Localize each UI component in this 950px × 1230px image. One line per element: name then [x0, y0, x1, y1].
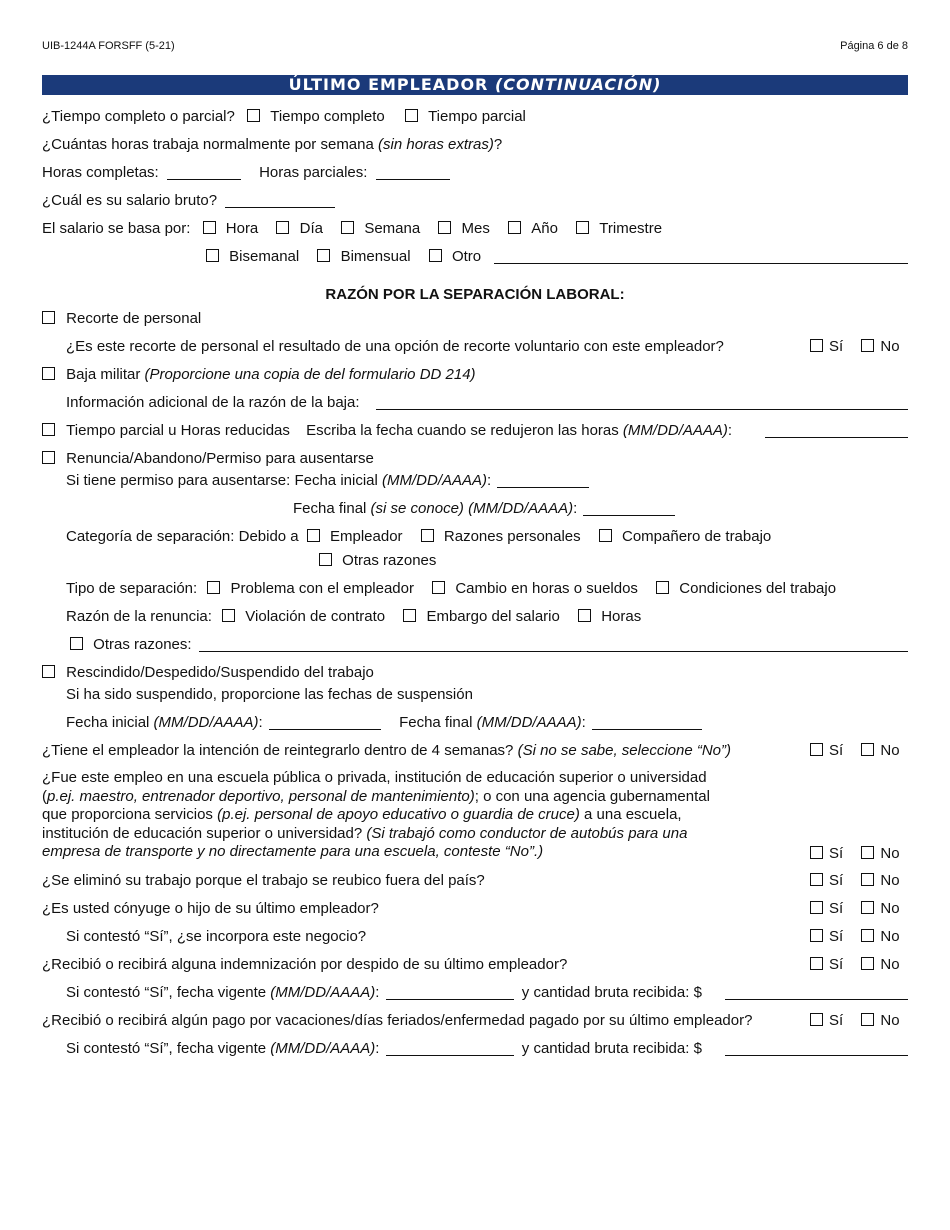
type-conditions-checkbox[interactable]: [656, 581, 669, 594]
basis-semana-checkbox[interactable]: [341, 221, 354, 234]
reduced-colon: :: [727, 422, 733, 439]
part-hours-label: Horas parciales:: [259, 164, 368, 181]
vacation-date-label: Si contestó “Sí”, fecha vigente: [66, 1040, 267, 1057]
school-line-5a: empresa de transporte y no directamente para una escuela, conteste “No”.): [42, 843, 544, 860]
yes-label: Sí: [829, 1012, 844, 1029]
hours-question-text: ¿Cuántas horas trabaja normalmente por semana: [42, 136, 374, 153]
yes-label: Sí: [829, 742, 844, 759]
reason-other-checkbox[interactable]: [70, 637, 83, 650]
type-hours-label: Cambio en horas o sueldos: [455, 580, 638, 597]
leave-end-field[interactable]: [583, 501, 675, 516]
vacation-no-checkbox[interactable]: [861, 1013, 874, 1026]
severance-amount-label: y cantidad bruta recibida: $: [521, 984, 702, 1001]
susp-start-format: (MM/DD/AAAA): [153, 714, 259, 731]
basis-dia-label: Día: [299, 220, 323, 237]
leave-end-note: (si se conoce) (MM/DD/AAAA): [370, 500, 574, 517]
military-label: Baja militar: [66, 366, 141, 383]
military-info-field-wrap: [376, 394, 908, 412]
no-label: No: [880, 928, 900, 945]
severance-detail-row: [66, 984, 702, 1002]
fired-row: [42, 664, 374, 682]
susp-start-colon: :: [258, 714, 263, 731]
hours-row: [42, 164, 450, 182]
spouse-yes-checkbox[interactable]: [810, 901, 823, 914]
cat-personal-label: Razones personales: [443, 528, 581, 545]
layoff-row: [42, 310, 201, 328]
susp-start-label: Fecha inicial: [66, 714, 150, 731]
section-banner: [42, 75, 908, 95]
susp-start-field[interactable]: [269, 715, 381, 730]
basis-otro-label: Otro: [451, 248, 482, 265]
fired-label: Rescindido/Despedido/Suspendido del trabajo: [66, 664, 374, 681]
basis-semana-label: Semana: [364, 220, 421, 237]
military-info-label: Información adicional de la razón de la baja:: [66, 394, 360, 411]
type-label: Tipo de separación:: [66, 580, 198, 597]
reduced-row: [42, 422, 732, 440]
yes-label: Sí: [829, 845, 844, 862]
cat-employer-checkbox[interactable]: [307, 529, 320, 542]
yes-label: Sí: [829, 338, 844, 355]
cat-personal-checkbox[interactable]: [421, 529, 434, 542]
salary-label: ¿Cuál es su salario bruto?: [42, 192, 218, 209]
no-label: No: [880, 900, 900, 917]
reduced-date-field[interactable]: [765, 423, 908, 438]
reason-garnish-checkbox[interactable]: [403, 609, 416, 622]
reduced-date-field-wrap: [765, 422, 908, 440]
basis-bisemanal-label: Bisemanal: [229, 248, 300, 265]
reason-other-field[interactable]: [199, 637, 908, 652]
vacation-question: ¿Recibió o recibirá algún pago por vacaciones/días feriados/enfermedad pagado por su último empleador?: [42, 1012, 753, 1029]
reduced-date-format: (MM/DD/AAAA): [622, 422, 728, 439]
basis-mes-label: Mes: [461, 220, 490, 237]
hours-question-end: ?: [493, 136, 503, 153]
basis-otro-field[interactable]: [494, 249, 908, 264]
yes-label: Sí: [829, 956, 844, 973]
basis-otro-field-wrap: [494, 248, 908, 266]
layoff-label: Recorte de personal: [66, 310, 202, 327]
leave-start-label: Si tiene permiso para ausentarse: Fecha inicial: [66, 472, 378, 489]
susp-end-label: Fecha final: [399, 714, 473, 731]
incorporated-yes-no: [810, 928, 900, 946]
school-line-1: ¿Fue este empleo en una escuela pública o privada, institución de educación superior o universidad: [42, 769, 707, 786]
spouse-yes-no: [810, 900, 900, 918]
leave-end-label: Fecha final: [293, 500, 367, 517]
vacation-date-field[interactable]: [386, 1041, 514, 1056]
rehire-no-checkbox[interactable]: [861, 743, 874, 756]
part-time-checkbox[interactable]: [405, 109, 418, 122]
layoff-checkbox[interactable]: [42, 311, 55, 324]
reason-label: Razón de la renuncia:: [66, 608, 212, 625]
basis-otro-checkbox[interactable]: [429, 249, 442, 262]
vacation-date-format: (MM/DD/AAAA): [270, 1040, 376, 1057]
leave-start-row: [66, 472, 589, 490]
severance-date-format: (MM/DD/AAAA): [270, 984, 376, 1001]
school-line-2a: (: [42, 787, 47, 805]
rehire-text: ¿Tiene el empleador la intención de reintegrarlo dentro de 4 semanas?: [42, 742, 514, 759]
cat-employer-label: Empleador: [330, 528, 403, 545]
incorporated-yes-checkbox[interactable]: [810, 929, 823, 942]
severance-date-label: Si contestó “Sí”, fecha vigente: [66, 984, 267, 1001]
hours-question: [42, 136, 502, 154]
school-line-4: [42, 825, 782, 844]
rehire-question: [42, 742, 731, 760]
basis-hora-checkbox[interactable]: [203, 221, 216, 234]
school-no-checkbox[interactable]: [861, 846, 874, 859]
salary-field[interactable]: [225, 193, 335, 208]
rehire-yes-no: [810, 742, 900, 760]
reduced-checkbox[interactable]: [42, 423, 55, 436]
yes-label: Sí: [829, 900, 844, 917]
vacation-detail-row: [66, 1040, 702, 1058]
reason-hours-checkbox[interactable]: [578, 609, 591, 622]
severance-yes-no: [810, 956, 900, 974]
severance-date-field[interactable]: [386, 985, 514, 1000]
layoff-yes-no: [810, 338, 900, 356]
offshore-yes-checkbox[interactable]: [810, 873, 823, 886]
type-hours-checkbox[interactable]: [432, 581, 445, 594]
leave-end-row: [293, 500, 675, 518]
school-line-2c: ; o con una agencia gubernamental: [474, 787, 710, 805]
susp-end-format: (MM/DD/AAAA): [476, 714, 582, 731]
basis-bimensual-checkbox[interactable]: [317, 249, 330, 262]
incorporated-no-checkbox[interactable]: [861, 929, 874, 942]
reduced-date-label: Escriba la fecha cuando se redujeron las horas: [306, 422, 619, 439]
reason-contract-label: Violación de contrato: [245, 608, 386, 625]
military-note: (Proporcione una copia de del formulario DD 214): [144, 366, 476, 383]
rehire-note: (Si no se sabe, seleccione “No”): [517, 742, 732, 759]
full-time-label: Tiempo completo: [270, 108, 385, 125]
quit-row: [42, 450, 374, 468]
school-line-4b: (Si trabajó como conductor de autobús para una: [366, 824, 688, 842]
full-hours-field[interactable]: [167, 165, 241, 180]
category-row: [66, 528, 771, 546]
no-label: No: [880, 872, 900, 889]
leave-start-colon: :: [487, 472, 492, 489]
salary-row: [42, 192, 335, 210]
quit-checkbox[interactable]: [42, 451, 55, 464]
cat-coworker-checkbox[interactable]: [599, 529, 612, 542]
military-checkbox[interactable]: [42, 367, 55, 380]
separation-heading: RAZÓN POR LA SEPARACIÓN LABORAL:: [325, 286, 625, 303]
salary-basis-row-2: [206, 248, 481, 266]
rehire-yes-checkbox[interactable]: [810, 743, 823, 756]
category-label: Categoría de separación: Debido a: [66, 528, 299, 545]
reason-hours-label: Horas: [601, 608, 642, 625]
basis-ano-label: Año: [531, 220, 558, 237]
no-label: No: [880, 338, 900, 355]
school-line-3c: a una escuela,: [584, 806, 682, 823]
susp-end-colon: :: [581, 714, 586, 731]
reason-other-row: [70, 636, 192, 654]
basis-trimestre-checkbox[interactable]: [576, 221, 589, 234]
banner-subtitle: (CONTINUACIÓN): [494, 75, 662, 94]
vacation-yes-no: [810, 1012, 900, 1030]
layoff-question: ¿Es este recorte de personal el resultado de una opción de recorte voluntario con este empleador?: [66, 338, 724, 355]
salary-basis-row: [42, 220, 662, 238]
cat-other-label: Otras razones: [342, 552, 437, 569]
military-info-field[interactable]: [376, 395, 908, 410]
cat-coworker-label: Compañero de trabajo: [622, 528, 772, 545]
leave-start-field[interactable]: [497, 473, 589, 488]
full-hours-label: Horas completas:: [42, 164, 159, 181]
military-row: [42, 366, 476, 384]
severance-no-checkbox[interactable]: [861, 957, 874, 970]
quit-label: Renuncia/Abandono/Permiso para ausentarse: [66, 450, 374, 467]
page-number: Página 6 de 8: [840, 40, 908, 52]
spouse-question: ¿Es usted cónyuge o hijo de su último empleador?: [42, 900, 379, 917]
cat-other-checkbox[interactable]: [319, 553, 332, 566]
school-yes-no: [810, 845, 900, 863]
type-conditions-label: Condiciones del trabajo: [679, 580, 837, 597]
salary-basis-label: El salario se basa por:: [42, 220, 191, 237]
part-time-label: Tiempo parcial: [428, 108, 526, 125]
suspended-note: Si ha sido suspendido, proporcione las fechas de suspensión: [66, 686, 473, 703]
layoff-no-checkbox[interactable]: [861, 339, 874, 352]
offshore-no-checkbox[interactable]: [861, 873, 874, 886]
leave-start-format: (MM/DD/AAAA): [382, 472, 488, 489]
reason-other-field-wrap: [199, 636, 908, 654]
suspension-dates-row: [66, 714, 702, 732]
school-line-3: [42, 806, 782, 825]
banner-title: ÚLTIMO EMPLEADOR: [288, 75, 489, 94]
reason-contract-checkbox[interactable]: [222, 609, 235, 622]
no-label: No: [880, 845, 900, 862]
basis-ano-checkbox[interactable]: [508, 221, 521, 234]
type-employer-label: Problema con el empleador: [230, 580, 414, 597]
reduced-label: Tiempo parcial u Horas reducidas: [66, 422, 290, 439]
school-line-5: [42, 843, 782, 862]
spouse-no-checkbox[interactable]: [861, 901, 874, 914]
school-question: [42, 769, 782, 862]
form-id: UIB-1244A FORSFF (5-21): [42, 40, 175, 52]
school-line-2: [42, 788, 782, 807]
offshore-question: ¿Se eliminó su trabajo porque el trabajo se reubico fuera del país?: [42, 872, 485, 889]
basis-trimestre-label: Trimestre: [599, 220, 663, 237]
no-label: No: [880, 956, 900, 973]
school-line-3b: (p.ej. personal de apoyo educativo o guardia de cruce): [217, 806, 580, 823]
employment-type-label: ¿Tiempo completo o parcial?: [42, 108, 235, 125]
reason-garnish-label: Embargo del salario: [426, 608, 560, 625]
vacation-colon: :: [375, 1040, 380, 1057]
type-employer-checkbox[interactable]: [207, 581, 220, 594]
vacation-amount-field-wrap: [725, 1040, 908, 1058]
vacation-amount-label: y cantidad bruta recibida: $: [521, 1040, 702, 1057]
employment-type-row: [42, 108, 526, 126]
susp-end-field[interactable]: [592, 715, 702, 730]
full-time-checkbox[interactable]: [247, 109, 260, 122]
severance-colon: :: [375, 984, 380, 1001]
basis-hora-label: Hora: [225, 220, 259, 237]
school-line-2b: p.ej. maestro, entrenador deportivo, personal de mantenimiento): [47, 787, 475, 805]
school-yes-checkbox[interactable]: [810, 846, 823, 859]
vacation-amount-field[interactable]: [725, 1041, 908, 1056]
incorporated-question: Si contestó “Sí”, ¿se incorpora este negocio?: [66, 928, 367, 945]
type-row: [66, 580, 836, 598]
basis-mes-checkbox[interactable]: [438, 221, 451, 234]
yes-label: Sí: [829, 872, 844, 889]
offshore-yes-no: [810, 872, 900, 890]
reason-row: [66, 608, 641, 626]
no-label: No: [880, 1012, 900, 1029]
part-hours-field[interactable]: [376, 165, 450, 180]
severance-yes-checkbox[interactable]: [810, 957, 823, 970]
yes-label: Sí: [829, 928, 844, 945]
no-label: No: [880, 742, 900, 759]
basis-bisemanal-checkbox[interactable]: [206, 249, 219, 262]
leave-end-colon: :: [573, 500, 578, 517]
vacation-yes-checkbox[interactable]: [810, 1013, 823, 1026]
severance-amount-field-wrap: [725, 984, 908, 1002]
school-line-4a: institución de educación superior o universidad?: [42, 824, 363, 842]
fired-checkbox[interactable]: [42, 665, 55, 678]
layoff-yes-checkbox[interactable]: [810, 339, 823, 352]
school-line-3a: que proporciona servicios: [42, 806, 213, 823]
basis-bimensual-label: Bimensual: [340, 248, 411, 265]
reason-other-label: Otras razones:: [93, 636, 192, 653]
severance-question: ¿Recibió o recibirá alguna indemnización por despido de su último empleador?: [42, 956, 568, 973]
hours-question-note: (sin horas extras): [378, 136, 494, 153]
basis-dia-checkbox[interactable]: [276, 221, 289, 234]
category-row-2: [319, 552, 436, 570]
severance-amount-field[interactable]: [725, 985, 908, 1000]
